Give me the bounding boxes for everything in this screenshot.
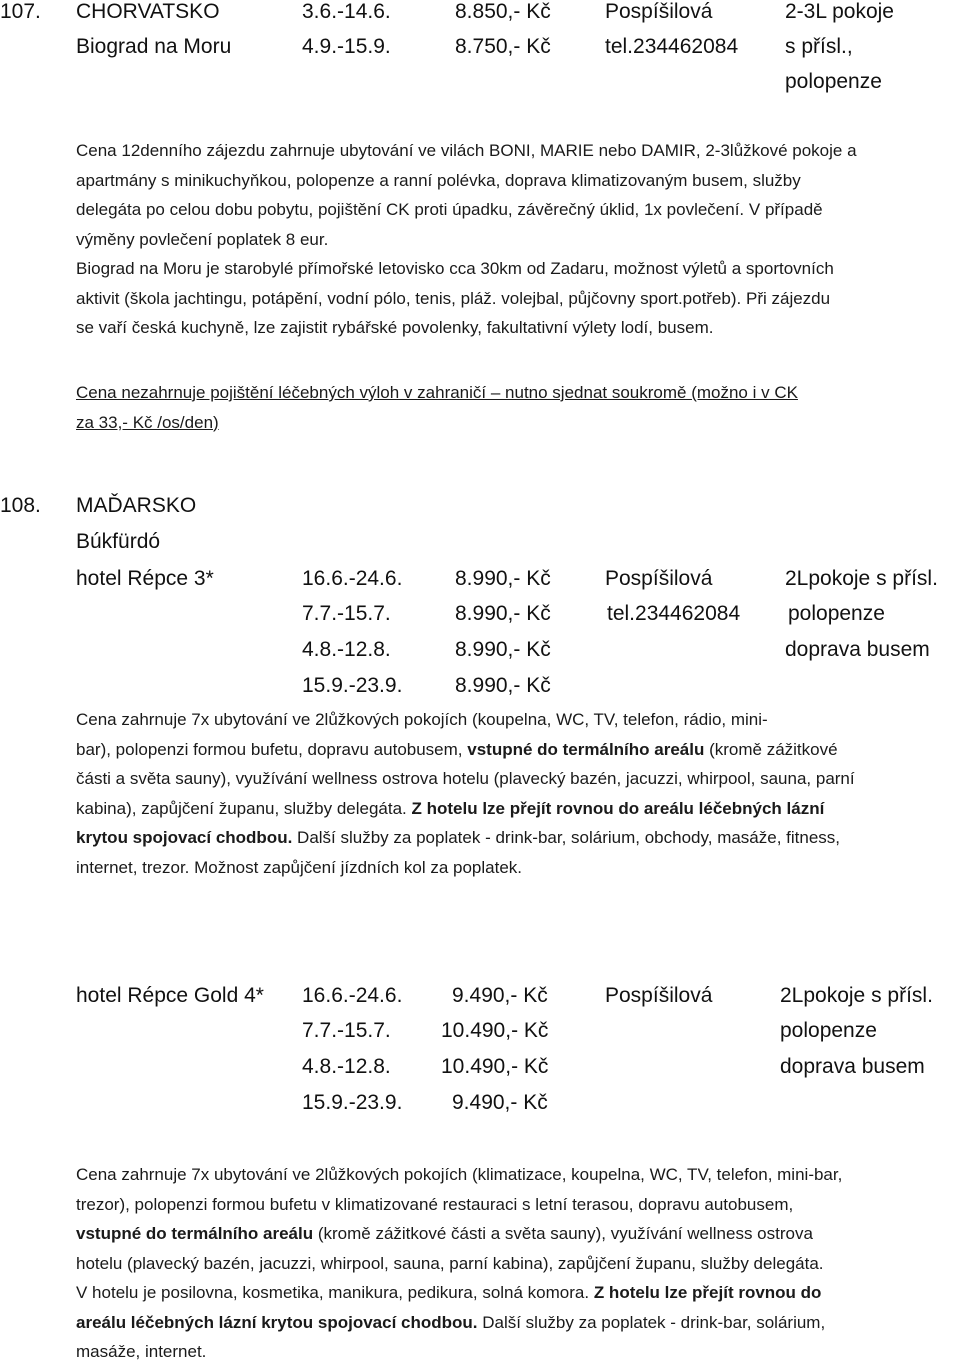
bold-run: areálu léčebných lázní krytou spojovací chodbou. <box>76 1312 478 1332</box>
hotel-2-room: 2Lpokoje s přísl. <box>780 984 933 1007</box>
hotel-1-price: 8.990,- Kč <box>455 638 551 661</box>
text-line <box>76 1160 956 1190</box>
bold-run: vstupné do termálního areálu <box>467 739 705 759</box>
section-107-country: CHORVATSKO <box>76 0 220 23</box>
hotel-2-contact-name: Pospíšilová <box>605 984 713 1007</box>
hotel-1-contact-name: Pospíšilová <box>605 567 713 590</box>
hotel-2-description <box>76 1160 956 1367</box>
hotel-2-date: 4.8.-12.8. <box>302 1055 391 1078</box>
section-108-place: Búkfürdó <box>76 530 161 553</box>
hotel-2-date: 15.9.-23.9. <box>302 1091 403 1114</box>
hotel-1-room: 2Lpokoje s přísl. <box>785 567 938 590</box>
text-run: (kromě zážitkové části a světa sauny), využívání wellness ostrova <box>313 1224 813 1243</box>
hotel-1-board: polopenze <box>788 602 885 625</box>
text-line <box>76 853 956 883</box>
s107-price-2: 8.750,- Kč <box>455 35 551 58</box>
text-run: bar), polopenzi formou bufetu, dopravu autobusem, <box>76 739 468 759</box>
s107-date-1: 3.6.-14.6. <box>302 0 391 23</box>
s107-contact-phone: tel.234462084 <box>605 35 739 58</box>
text-run: Cena zahrnuje 7x ubytování ve 2lůžkových pokojích (klimatizace, koupelna, WC, TV, telefon, mini-bar, <box>76 1165 843 1184</box>
hotel-1-name: hotel Répce 3* <box>76 567 214 590</box>
s107-insurance-note <box>76 378 956 437</box>
hotel-2-price: 10.490,- Kč <box>441 1019 549 1042</box>
text-line: za 33,- Kč /os/den) <box>76 412 219 432</box>
text-line <box>76 705 956 735</box>
s107-description <box>76 136 956 343</box>
hotel-2-date: 16.6.-24.6. <box>302 984 403 1007</box>
text-run: kabina), zapůjčení županu, služby delegáta. <box>76 798 412 818</box>
hotel-1-contact-phone: tel.234462084 <box>607 602 741 625</box>
text-run: trezor), polopenzi formou bufetu v klimatizované restauraci s letní terasou, dopravu autobusem, <box>76 1194 794 1214</box>
text-line: výměny povlečení poplatek 8 eur. <box>76 229 329 249</box>
hotel-1-price: 8.990,- Kč <box>455 602 551 625</box>
text-run: Cena zahrnuje 7x ubytování ve 2lůžkových pokojích (koupelna, WC, TV, telefon, rádio, mini- <box>76 710 768 729</box>
text-line <box>76 1190 956 1220</box>
text-line <box>76 764 956 794</box>
bold-run: vstupné do termálního areálu <box>76 1224 314 1243</box>
text-line: Biograd na Moru je starobylé přímořské letovisko cca 30km od Zadaru, možnost výletů a sportovních <box>76 259 834 278</box>
text-line: Cena nezahrnuje pojištění léčebných výloh v zahraničí – nutno sjednat soukromě (možno i v CK <box>76 383 798 402</box>
hotel-2-price: 9.490,- Kč <box>452 984 548 1007</box>
text-line <box>76 1278 956 1308</box>
text-run: Další služby za poplatek - drink-bar, solárium, <box>477 1312 826 1332</box>
hotel-2-date: 7.7.-15.7. <box>302 1019 391 1042</box>
s107-contact-name: Pospíšilová <box>605 0 713 23</box>
hotel-1-date: 4.8.-12.8. <box>302 638 391 661</box>
s107-date-2: 4.9.-15.9. <box>302 35 391 58</box>
text-line: apartmány s minikuchyňkou, polopenze a ranní polévka, doprava klimatizovaným busem, služby <box>76 170 801 190</box>
hotel-2-price: 9.490,- Kč <box>452 1091 548 1114</box>
text-line <box>76 1249 956 1279</box>
hotel-2-board: polopenze <box>780 1019 877 1042</box>
text-line: aktivit (škola jachtingu, potápění, vodní pólo, tenis, pláž. volejbal, půjčovny sport.potřeb). Při zájezdu <box>76 288 831 308</box>
text-line: delegáta po celou dobu pobytu, pojištění CK proti úpadku, závěrečný úklid, 1x povlečení. V případě <box>76 200 823 219</box>
s107-room-3: polopenze <box>785 70 882 93</box>
text-line: Cena 12denního zájezdu zahrnuje ubytování ve vilách BONI, MARIE nebo DAMIR, 2-3lůžkové pokoje a <box>76 141 857 160</box>
bold-run: Z hotelu lze přejít rovnou do areálu léčebných lázní <box>411 798 825 818</box>
text-run: (kromě zážitkové <box>704 739 838 759</box>
text-line <box>76 794 956 824</box>
s107-room-1: 2-3L pokoje <box>785 0 894 23</box>
bold-run: krytou spojovací chodbou. <box>76 828 293 847</box>
s107-room-2: s přísl., <box>785 35 853 58</box>
bold-run: Z hotelu lze přejít rovnou do <box>593 1283 822 1302</box>
text-line: se vaří česká kuchyně, lze zajistit rybářské povolenky, fakultativní výlety lodí, busem. <box>76 318 714 337</box>
s107-price-1: 8.850,- Kč <box>455 0 551 23</box>
text-run: internet, trezor. Možnost zapůjčení jízdních kol za poplatek. <box>76 857 523 877</box>
hotel-1-date: 7.7.-15.7. <box>302 602 391 625</box>
hotel-1-date: 16.6.-24.6. <box>302 567 403 590</box>
text-run: Další služby za poplatek - drink-bar, solárium, obchody, masáže, fitness, <box>292 828 841 847</box>
section-108-number: 108. <box>0 494 41 517</box>
text-line <box>76 823 956 853</box>
text-line <box>76 1219 956 1249</box>
text-line <box>76 735 956 765</box>
hotel-2-transport: doprava busem <box>780 1055 925 1078</box>
section-108-country: MAĎARSKO <box>76 494 197 517</box>
text-line <box>76 1337 956 1367</box>
hotel-1-price: 8.990,- Kč <box>455 674 551 697</box>
hotel-2-name: hotel Répce Gold 4* <box>76 984 264 1007</box>
text-run: masáže, internet. <box>76 1342 207 1361</box>
hotel-1-date: 15.9.-23.9. <box>302 674 403 697</box>
text-run: části a světa sauny), využívání wellness ostrova hotelu (plavecký bazén, jacuzzi, whirpool, sauna, parní <box>76 769 855 788</box>
hotel-2-price: 10.490,- Kč <box>441 1055 549 1078</box>
text-run: V hotelu je posilovna, kosmetika, manikura, pedikura, solná komora. <box>76 1283 594 1302</box>
section-107-number: 107. <box>0 0 41 23</box>
hotel-1-description <box>76 705 956 882</box>
hotel-1-price: 8.990,- Kč <box>455 567 551 590</box>
section-107-place: Biograd na Moru <box>76 35 232 58</box>
text-run: hotelu (plavecký bazén, jacuzzi, whirpool, sauna, parní kabina), zapůjčení županu, služby delegáta. <box>76 1253 824 1273</box>
text-line <box>76 1308 956 1338</box>
hotel-1-transport: doprava busem <box>785 638 930 661</box>
